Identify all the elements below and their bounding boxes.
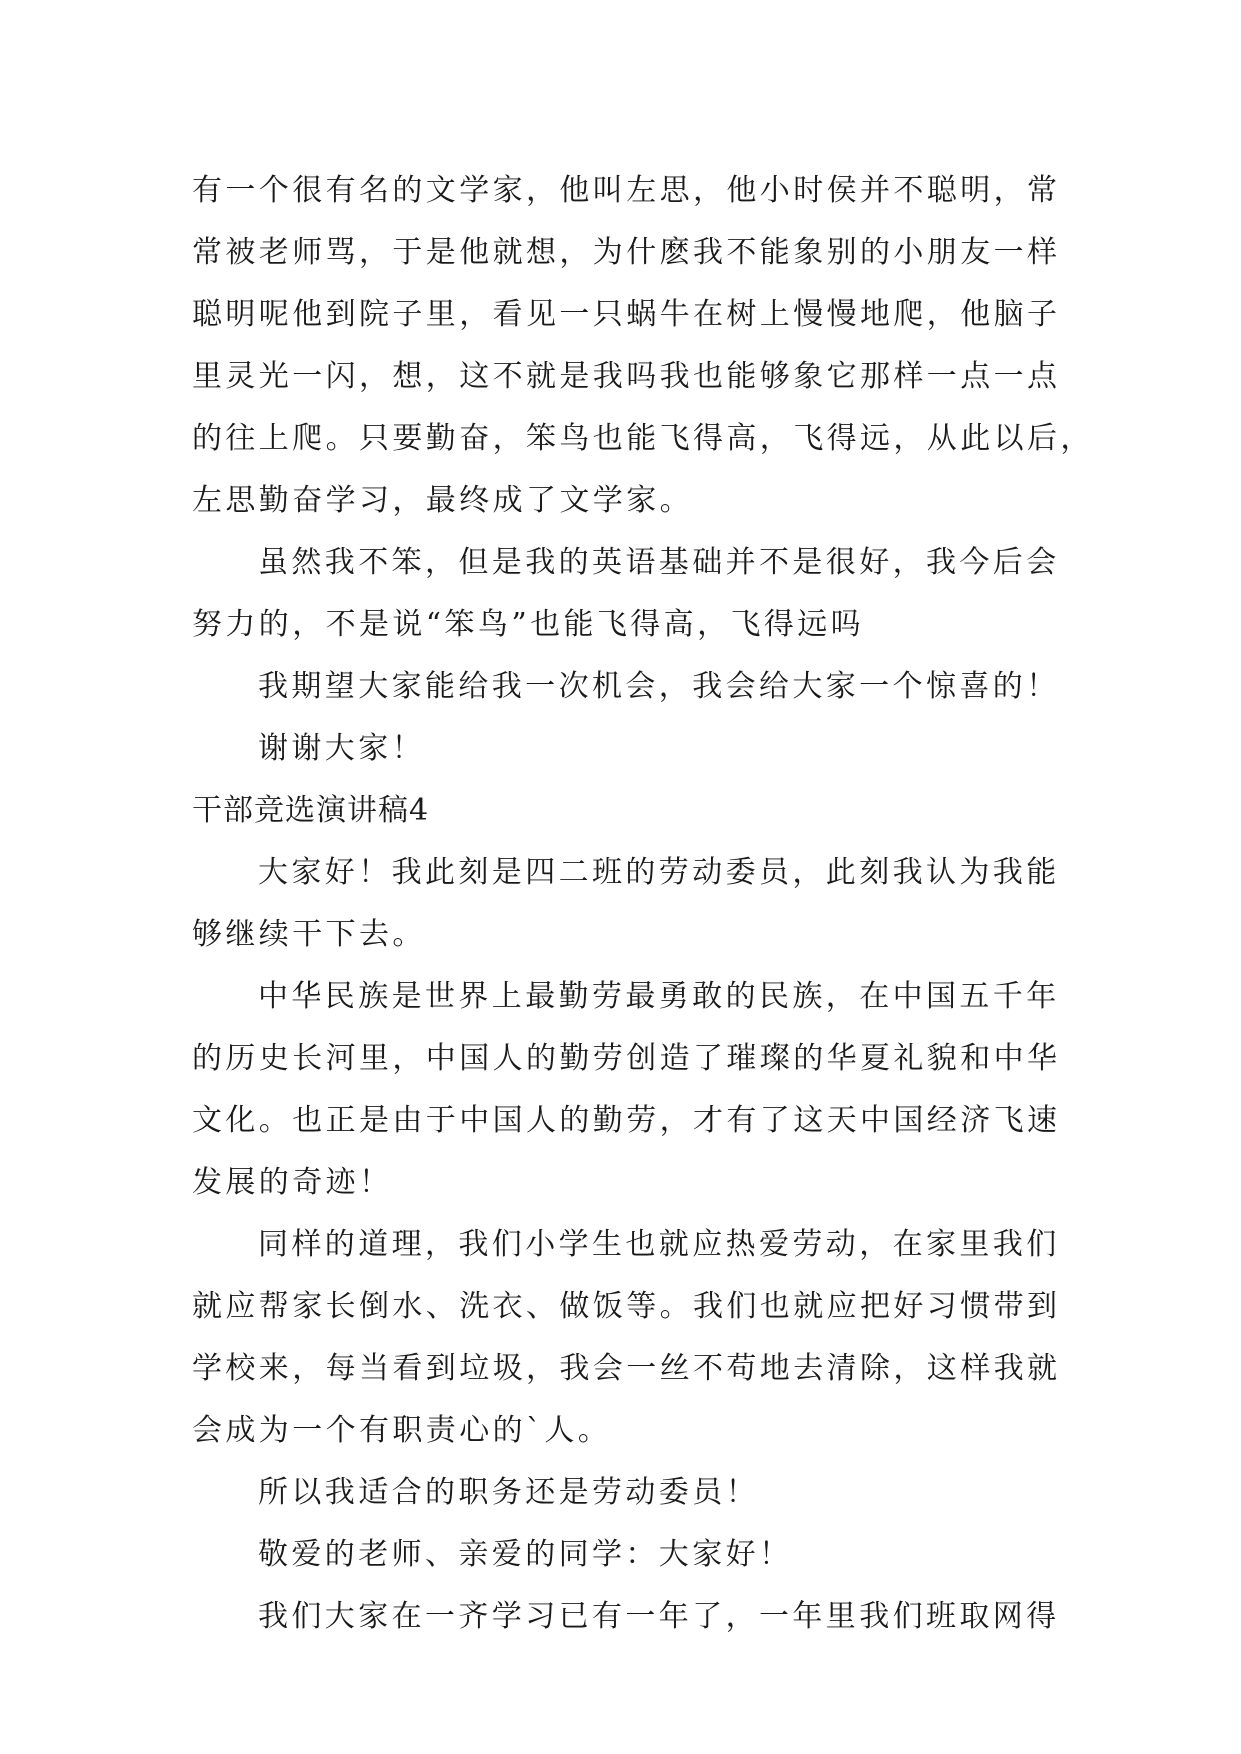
text-line: 左思勤奋学习，最终成了文学家。 — [192, 483, 693, 518]
paragraph-chinese-nation — [192, 966, 1061, 1214]
text-line: 就应帮家长倒水、洗衣、做饭等。我们也就应把好习惯带到 — [192, 1289, 1061, 1324]
text-line: 文化。也正是由于中国人的勤劳，才有了这天中国经济飞速 — [192, 1103, 1061, 1138]
heading-text: 干部竞选演讲稿4 — [192, 793, 430, 828]
text-line: 够继续干下去。 — [192, 917, 426, 952]
text-line: 我们大家在一齐学习已有一年了，一年里我们班取网得 — [258, 1599, 1060, 1634]
paragraph-english-foundation — [192, 532, 1060, 656]
paragraph-same-reason — [192, 1214, 1061, 1462]
text-line: 谢谢大家！ — [258, 731, 425, 766]
text-line: 有一个很有名的文学家，他叫左思，他小时侯并不聪明，常 — [192, 173, 1061, 208]
text-line: 里灵光一闪，想，这不就是我吗我也能够象它那样一点一点 — [192, 359, 1061, 394]
text-line: 发展的奇迹！ — [192, 1165, 393, 1200]
text-line: 学校来，每当看到垃圾，我会一丝不苟地去清除，这样我就 — [192, 1351, 1061, 1386]
section-heading — [192, 780, 1052, 842]
text-line: 所以我适合的职务还是劳动委员！ — [258, 1475, 759, 1510]
paragraph-greeting-labor-monitor — [192, 842, 1060, 966]
paragraph-suitable-position — [192, 1462, 1052, 1524]
paragraph-thanks — [192, 718, 1052, 780]
text-line: 敬爱的老师、亲爱的同学：大家好！ — [258, 1537, 793, 1572]
text-line: 大家好！我此刻是四二班的劳动委员，此刻我认为我能 — [258, 855, 1060, 890]
text-line: 的往上爬。只要勤奋，笨鸟也能飞得高，飞得远，从此以后， — [192, 421, 1094, 456]
paragraph-ask-for-chance — [192, 656, 1060, 718]
text-line: 会成为一个有职责心的`人。 — [192, 1413, 612, 1448]
text-line: 努力的，不是说“笨鸟”也能飞得高，飞得远吗 — [192, 607, 865, 642]
text-line: 常被老师骂，于是他就想，为什麽我不能象别的小朋友一样 — [192, 235, 1061, 270]
text-line: 虽然我不笨，但是我的英语基础并不是很好，我今后会 — [258, 545, 1060, 580]
paragraph-zuosi-story — [192, 160, 1094, 532]
paragraph-study-together — [192, 1586, 1060, 1648]
text-line: 我期望大家能给我一次机会，我会给大家一个惊喜的！ — [258, 669, 1060, 704]
text-line: 同样的道理，我们小学生也就应热爱劳动，在家里我们 — [258, 1227, 1060, 1262]
paragraph-salutation — [192, 1524, 1052, 1586]
text-line: 聪明呢他到院子里，看见一只蜗牛在树上慢慢地爬，他脑子 — [192, 297, 1061, 332]
document-page — [192, 160, 1094, 1648]
text-line: 的历史长河里，中国人的勤劳创造了璀璨的华夏礼貌和中华 — [192, 1041, 1061, 1076]
text-line: 中华民族是世界上最勤劳最勇敢的民族，在中国五千年 — [258, 979, 1060, 1014]
